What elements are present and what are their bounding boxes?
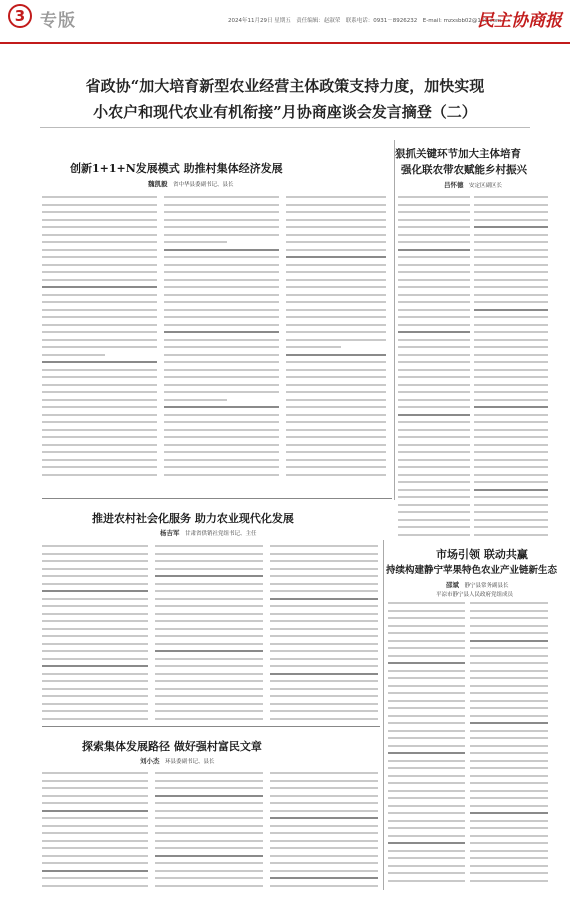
article4-title2: 强化联农带农赋能乡村振兴 — [401, 164, 527, 176]
section-divider — [42, 498, 392, 499]
newspaper-logo: 民主协商报 — [477, 11, 562, 31]
article5-title2: 持续构建静宁苹果特色农业产业链新生态 — [386, 565, 558, 576]
article4-col2 — [474, 196, 548, 536]
article5-byline: 邵斌 静宁县常务副县长 — [446, 581, 509, 589]
article4-col1 — [398, 196, 470, 536]
article3-col2 — [155, 772, 263, 894]
article2-byline: 杨吉军 甘肃省供销社党组书记、主任 — [160, 529, 257, 537]
article1-byline: 魏凯毅 省中华县委副书记、县长 — [148, 180, 234, 188]
article4-byline: 吕怀德 安定区副区长 — [444, 181, 503, 189]
article4-title: 狠抓关键环节加大主体培育 — [395, 148, 521, 160]
article5-col2 — [470, 602, 548, 894]
issue-info: 2024年11月29日 星期五 责任编辑：赵淑荣 联系电话：0931－8926232 E-mail: mzxsbb02@163.com — [228, 18, 502, 24]
article2-col1 — [42, 545, 148, 720]
article1-col2 — [164, 196, 279, 476]
article2-col3 — [270, 545, 378, 720]
article1-col3 — [286, 196, 386, 476]
article3-byline: 刘小杰 环县委副书记、县长 — [140, 757, 215, 765]
article5-byline-role2: 平凉市静宁县人民政府党组成员 — [436, 592, 514, 598]
column-divider — [394, 140, 395, 500]
article3-title: 探索集体发展路径 做好强村富民文章 — [82, 740, 262, 753]
section-divider-lower — [42, 726, 380, 727]
article3-col3 — [270, 772, 378, 894]
article3-col1 — [42, 772, 148, 894]
main-title-line2: 小农户和现代农业有机衔接”月协商座谈会发言摘登（二） — [93, 103, 477, 121]
page-number: 3 — [8, 4, 32, 28]
title-divider — [40, 127, 530, 128]
article2-title: 推进农村社会化服务 助力农业现代化发展 — [92, 512, 294, 525]
article1-title: 创新1+1+N发展模式 助推村集体经济发展 — [70, 162, 283, 175]
page-section-label: 专版 — [40, 11, 76, 31]
article1-col1 — [42, 196, 157, 476]
masthead — [0, 0, 570, 44]
main-title-line1: 省政协“加大培育新型农业经营主体政策支持力度，加快实现 — [85, 77, 485, 95]
article5-col1 — [388, 602, 465, 894]
article2-col2 — [155, 545, 263, 720]
column-divider-lower — [383, 540, 384, 890]
article5-title: 市场引领 联动共赢 — [436, 548, 528, 561]
